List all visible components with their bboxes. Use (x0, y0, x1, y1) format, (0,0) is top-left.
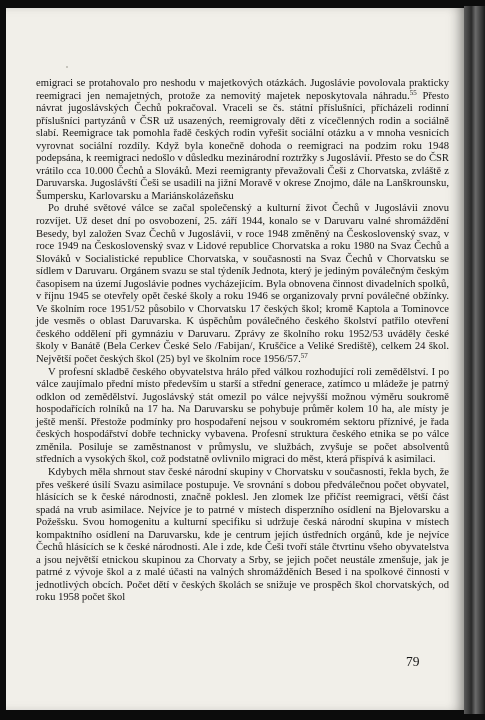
footnote-reference: 57 (300, 352, 308, 361)
paragraph-text: Přesto návrat jugoslávských Čechů pokračoval. Vraceli se čs. státní příslušníci, přícházeli rodinní příslušníci partyzánů v ČSR už usazených, reemigrovaly děti z vícečlenných rodin a sociálně slabí. Reemigrace tak pomohla řadě českých rodin vyřešit sociální otázku a v mnoha vesnicích vyrovnat sociální rozdíly. Když byla konečně dohoda o reemigraci na podzim roku 1948 podepsána, k reemigraci nedošlo v důsledku mezinárodní roztržky s Jugoslávií. Přesto se do ČSR vrátilo cca 10.000 Čechů a Slováků. Mezi reemigranty převažovali Češi z Chorvatska, zvláště z Daruvarska. Jugoslávští Češi se usadili na jižní Moravě v okrese Znojmo, dále na Lanškrounsku, Šumpersku, Karlovarsku a Mariánskolázeňsku (36, 90, 449, 202)
paragraph-text: Po druhé světové válce se začal společenský a kulturní život Čechů v Jugoslávii znovu rozvíjet. Už deset dní po osvobození, 25. září 1944, konalo se v Daruvaru valné shromáždění Besedy, byl založen Svaz Čechů v Jugoslávii, v roce 1948 změněný na Československý svaz, v roce 1949 na Československý svaz v Lidové republice Chorvatska a roku 1980 na Svaz Čechů a Slováků v Socialistické republice Chorvatska, v současnosti na Svaz Čechů v Chorvatsku se sídlem v Daruvaru. Orgánem svazu se stal týdeník Jednota, který je jediným poválečným českým časopisem na území Jugoslávie podnes vycházejícím. Byla obnovena činnost divadelních spolků, v říjnu 1945 se otevřely opět české školy a roku 1946 se organizovaly první poválečné obžínky. Ve školním roce 1951/52 působilo v Chorvatsku 17 českých škol; kromě Kaptola a Tominovce jde vesměs o oblast Daruvarska. K úspěchům poválečného českého školství patřilo otevření českého oddělení při gymnáziu v Daruvaru. Zprávy ze školního roku 1952/53 uváděly české školy v Banátě (Bela Cerkev České Selo /Fabijan/, Kruščice a Veliké Srediště), celkem 24 škol. Největší počet českých škol (25) byl ve školním roce 1956/57. (36, 203, 449, 366)
paragraph (36, 367, 449, 467)
paragraph (36, 203, 449, 366)
book-page-edges (464, 6, 485, 714)
book-page (6, 8, 464, 710)
paragraph-text: V profesní skladbě českého obyvatelstva hrálo před válkou rozhodující roli zemědělství. I po válce zaujímalo přední místo především u starší a střední generace, zatímco u mládeže je patrný odklon od zemědělství. Jugoslávský stát omezil po válce nejvyšší možnou výměru soukromě hospodařících rolníků na 17 ha. Na Daruvarsku se pohybuje průměr kolem 10 ha, ale místy je ještě menší. Přestože podmínky pro hospodaření nejsou v soukromém sektoru příznivé, je řada českých hospodářství dobře technicky vybavena. Profesní struktura českého etnika se po válce změnila. Posiluje se zaměstnanost v průmyslu, ve službách, zvyšuje se počet absolventů středních a vysokých škol, což podstatně ovlivnilo migraci do měst, která přispívá k asimilaci. (36, 366, 449, 466)
paragraph-text: emigraci se protahovalo pro neshodu v majetkových otázkách. Jugoslávie povolovala prakticky reemigraci jen nemajetných, protože za nemovitý majetek neposkytovala náhradu. (36, 78, 449, 102)
paragraph (36, 467, 449, 605)
body-text (36, 78, 449, 605)
paper-speck (66, 66, 68, 68)
page-number: 79 (406, 654, 420, 669)
paragraph-text: Kdybych měla shrnout stav české národní skupiny v Chorvatsku v současnosti, řekla bych, že přes veškeré úsilí Svazu asimilace postupuje. Ve srovnání s dobou předválečnou počet obyvatel, hlásících se k české národnosti, značně poklesl. Jen zlomek lze přičíst reemigraci, větší část spadá na vrub asimilace. Nejvíce je to patrné v místech disperzního osídlení na Bjelovarsku a Požešsku. Svou homogenitu a kulturní specifiku si udržuje česká národní skupina v místech kompaktního osídlení na Daruvarsku, kde je centrum jejích ústředních orgánů, kde je nejvíce Čechů hlásících se k české národnosti. Ale i zde, kde Češi tvoří stále čtvrtinu všeho obyvatelstva a jsou největší etnickou skupinou za Chorvaty a Srby, se jejich počet neustále zmenšuje, jak je patrné z vývoje škol a z malé účasti na valných shromážděních Besed i na spolkové činnosti v jednotlivých obcích. Počet dětí v českých školách se snižuje ve prospěch škol chorvatských, od roku 1958 počet škol (36, 466, 449, 604)
paragraph (36, 78, 449, 203)
footnote-reference: 55 (409, 88, 417, 97)
